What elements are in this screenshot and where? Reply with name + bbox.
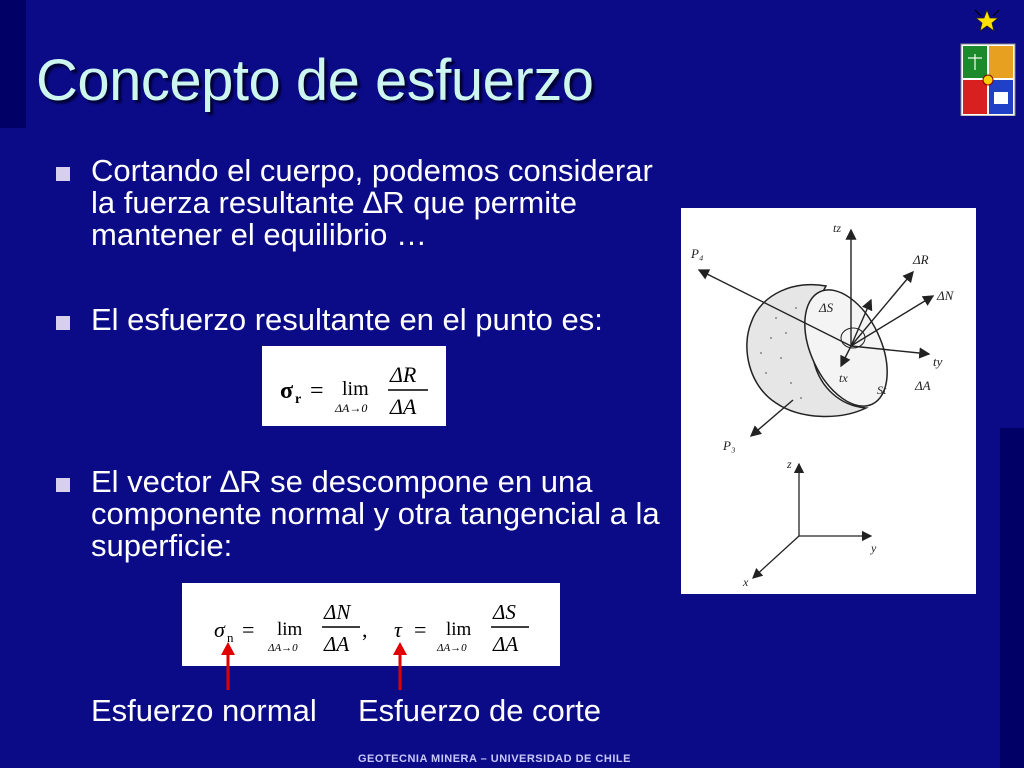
- formula-sigma: σ: [280, 378, 294, 404]
- fig-label-delta-s: ΔS: [819, 300, 834, 315]
- bullet-esfuerzo-resultante: [56, 304, 676, 336]
- formula-lim-shear: lim: [446, 619, 472, 640]
- slide-title: Concepto de esfuerzo: [36, 48, 594, 113]
- fig-label-delta-a: ΔA: [915, 378, 931, 393]
- bullet-marker: [56, 167, 70, 181]
- bullet-marker: [56, 478, 70, 492]
- fig-label-delta-n: ΔN: [937, 288, 954, 303]
- fig-label-st: St: [877, 383, 887, 397]
- svg-text:=: =: [310, 378, 324, 404]
- formula-sigma-n-sub: n: [227, 630, 234, 645]
- bullet-cortando: [56, 155, 676, 251]
- fig-label-p4: P₄: [691, 246, 704, 261]
- arrow-normal-icon: [218, 642, 238, 690]
- fig-label-ty: ty: [933, 354, 943, 369]
- formula-num-shear: ΔS: [493, 600, 516, 624]
- formula-lim-sub-normal: ΔA→0: [268, 642, 298, 654]
- formula-den-normal: ΔA: [324, 632, 350, 656]
- formula-num-normal: ΔN: [324, 600, 351, 624]
- formula-den-shear: ΔA: [493, 632, 519, 656]
- fig-label-tz: tz: [833, 221, 842, 235]
- formula-num: ΔR: [390, 362, 417, 387]
- formula-sigma-n: σ: [214, 617, 225, 642]
- formula-lim-sub: ΔA→0: [335, 401, 368, 415]
- bullet-vector-descompone: [56, 466, 676, 562]
- bullet-text: El esfuerzo resultante en el punto es:: [91, 302, 603, 337]
- svg-text:=: =: [414, 617, 427, 642]
- formula-lim: lim: [342, 378, 369, 400]
- arrow-corte-icon: [390, 642, 410, 690]
- label-esfuerzo-corte: Esfuerzo de corte: [358, 693, 601, 728]
- fig-label-axis-x: x: [743, 575, 749, 589]
- left-accent-bar: [0, 0, 26, 128]
- formula-tau: τ: [394, 617, 402, 642]
- bullet-text: Cortando el cuerpo, podemos considerar la fuerza resultante ∆R que permite mantener el equilibrio …: [91, 153, 653, 252]
- fig-label-axis-z: z: [787, 457, 792, 471]
- bullet-marker: [56, 316, 70, 330]
- formula-sigma-sub: r: [295, 392, 302, 407]
- formula-lim-normal: lim: [277, 619, 303, 640]
- university-crest-icon: [958, 4, 1018, 116]
- bullet-text: El vector ∆R se descompone en una componente normal y otra tangencial a la superficie:: [91, 464, 660, 563]
- formula-den: ΔA: [390, 394, 417, 419]
- formula-stress-components: [182, 583, 560, 666]
- fig-label-p3: P₃: [723, 438, 736, 453]
- svg-text:=: =: [242, 617, 255, 642]
- fig-label-delta-r: ΔR: [913, 252, 929, 267]
- formula-resultant-stress: [262, 346, 446, 426]
- slide-footer: GEOTECNIA MINERA – UNIVERSIDAD DE CHILE: [358, 753, 631, 765]
- formula-lim-sub-shear: ΔA→0: [437, 642, 467, 654]
- formula-separator: ,: [362, 617, 368, 642]
- right-accent-bar: [1000, 428, 1024, 768]
- fig-label-tx: tx: [839, 371, 848, 385]
- fig-label-axis-y: y: [871, 541, 877, 555]
- label-esfuerzo-normal: Esfuerzo normal: [91, 693, 317, 728]
- stress-diagram-figure: [681, 208, 976, 594]
